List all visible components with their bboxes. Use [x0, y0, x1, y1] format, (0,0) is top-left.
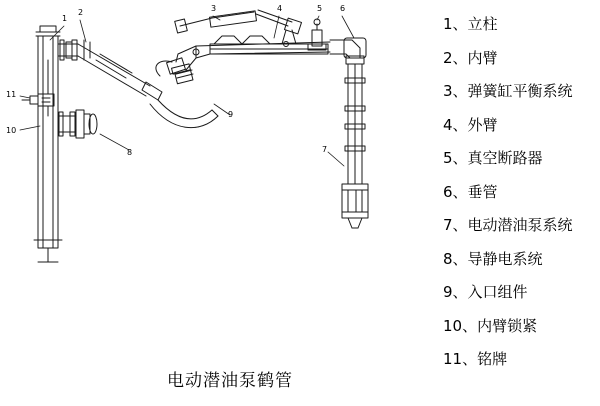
callout-3: 3 — [211, 4, 217, 13]
callout-9: 9 — [228, 110, 234, 119]
legend-item-9: 9、入口组件 — [443, 283, 528, 301]
callout-4: 4 — [277, 4, 283, 13]
callout-leaders — [20, 16, 354, 166]
legend-list — [443, 8, 600, 398]
inner-arm — [78, 40, 218, 128]
callout-10: 10 — [6, 126, 17, 135]
callout-7: 7 — [322, 145, 328, 154]
legend-item-6: 6、垂管 — [443, 182, 498, 201]
callout-1: 1 — [62, 14, 68, 23]
legend-item-4: 4、外臂 — [443, 115, 498, 134]
legend-item-5: 5、真空断路器 — [443, 149, 543, 167]
outer-arm — [175, 10, 330, 70]
callout-11: 11 — [6, 90, 17, 99]
legend-item-8: 8、导静电系统 — [443, 249, 543, 268]
inlet-assembly — [156, 58, 193, 84]
legend-item-11: 11、铭牌 — [443, 350, 508, 368]
legend-item-3: 3、弹簧缸平衡系统 — [443, 82, 573, 100]
callout-8: 8 — [127, 148, 133, 157]
legend-item-10: 10、内臂锁紧 — [443, 316, 538, 335]
legend-item-1: 1、立柱 — [443, 15, 498, 33]
column-assembly — [22, 26, 97, 262]
vacuum-breaker — [308, 19, 326, 50]
down-pipe — [330, 38, 368, 228]
callout-6: 6 — [340, 4, 346, 13]
legend-item-2: 2、内臂 — [443, 48, 498, 67]
legend-item-7: 7、电动潜油泵系统 — [443, 216, 573, 234]
callout-5: 5 — [317, 4, 323, 13]
figure-caption: 电动潜油泵鹤管 — [167, 371, 293, 391]
callout-2: 2 — [78, 8, 84, 17]
